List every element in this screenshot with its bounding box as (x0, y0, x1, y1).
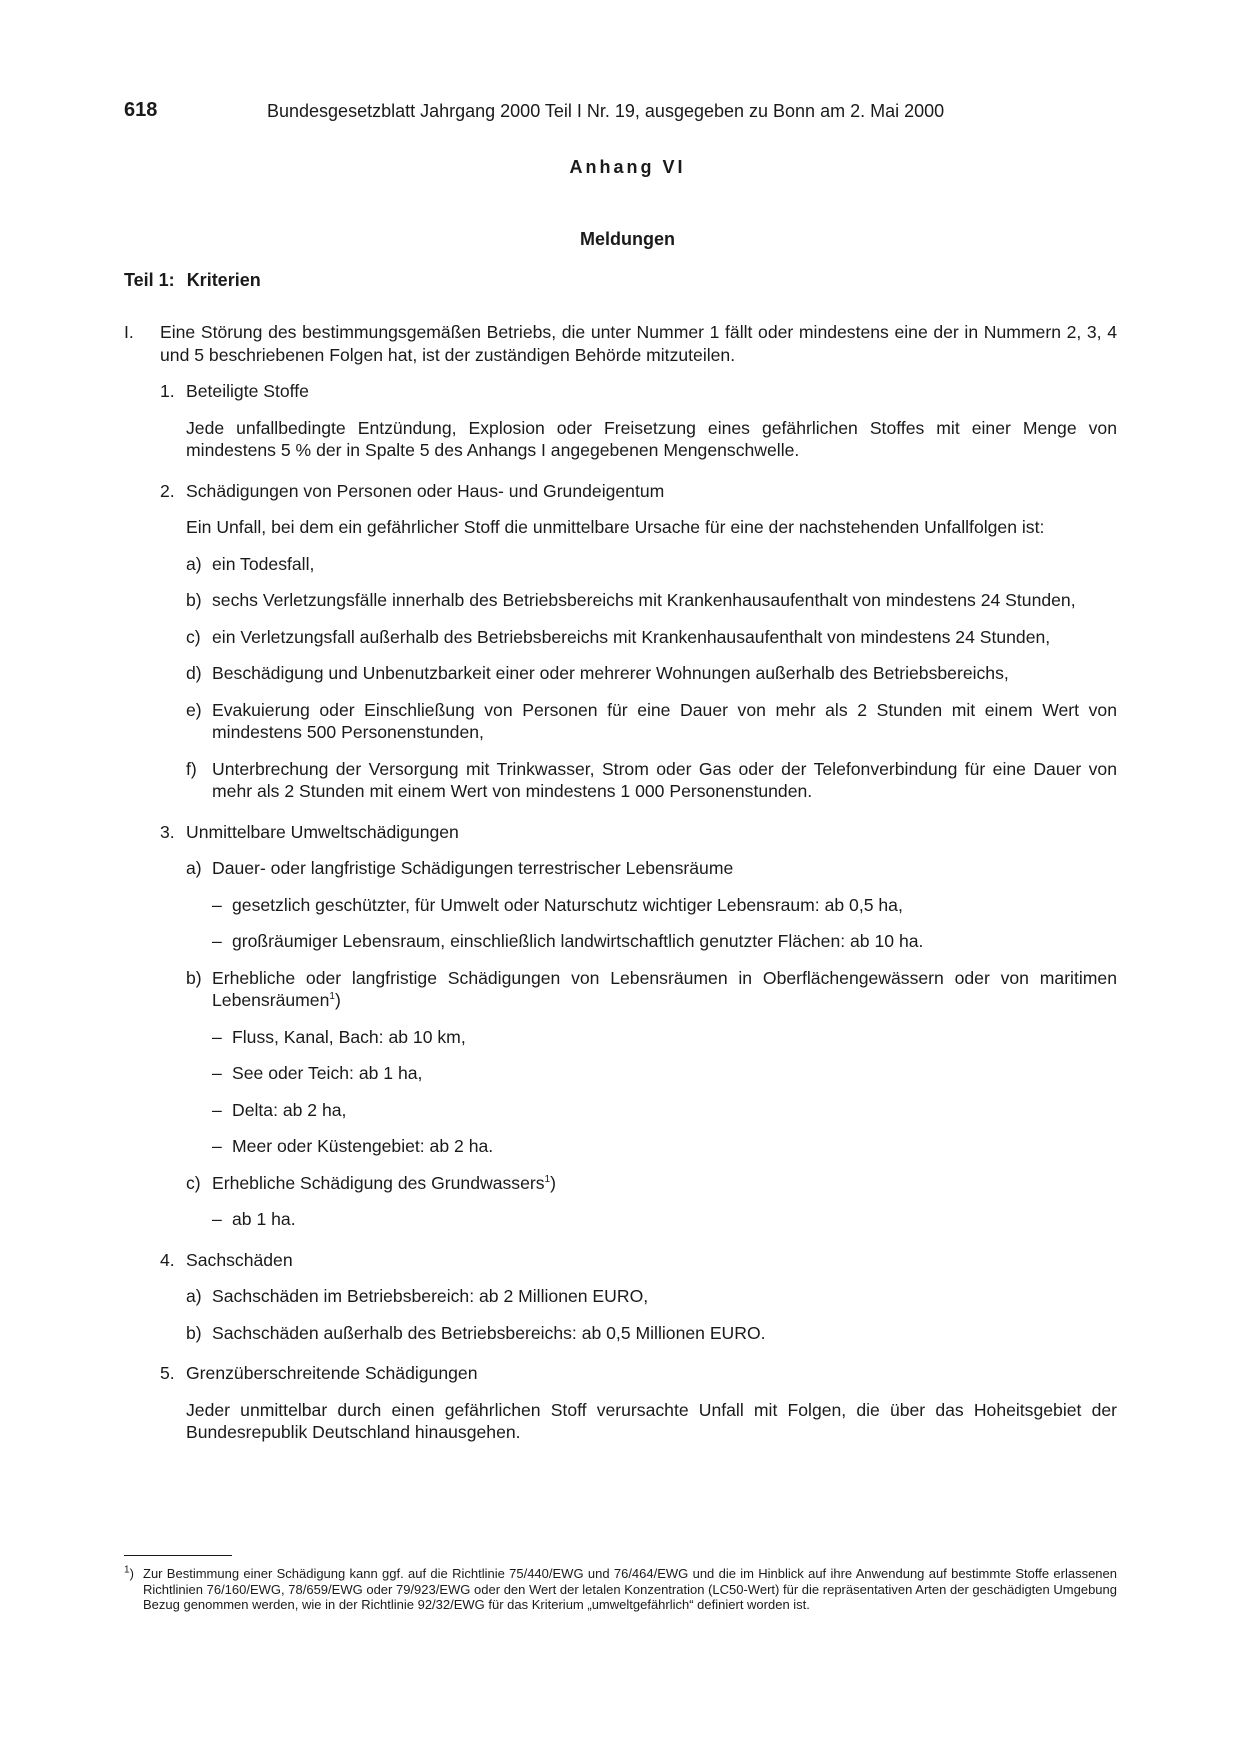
footnote-mark-close: ) (129, 1566, 134, 1581)
letter-text: Sachschäden im Betriebsbereich: ab 2 Millionen EURO, (212, 1286, 649, 1306)
dash-marker: – (212, 1099, 222, 1120)
letter-label: c) (186, 1172, 201, 1193)
item-title: Sachschäden (186, 1249, 293, 1270)
running-head: Bundesgesetzblatt Jahrgang 2000 Teil I Nr. 19, ausgegeben zu Bonn am 2. Mai 2000 (267, 101, 945, 121)
letter-text: Erhebliche Schädigung des Grundwassers (212, 1172, 545, 1193)
item-3-a-dash-1 (124, 894, 1117, 917)
item-3-b-dash-3 (124, 1099, 1117, 1122)
item-3-c (124, 1172, 1117, 1195)
letter-text: ein Todesfall, (212, 553, 315, 574)
letter-text: sechs Verletzungsfälle innerhalb des Betriebsbereichs mit Krankenhausaufenthalt von mindestens 24 Stunden, (212, 590, 1076, 610)
item-4-a (124, 1285, 1117, 1308)
numbered-item-3 (124, 821, 1117, 844)
letter-label: f) (186, 758, 197, 779)
item-2-f (124, 758, 1117, 803)
numbered-item-1 (124, 380, 1117, 403)
numbered-item-4 (124, 1249, 1117, 1272)
item-2-d (124, 662, 1117, 685)
numbered-item-5 (124, 1362, 1117, 1385)
letter-label: c) (186, 626, 201, 647)
letter-text: Dauer- oder langfristige Schädigungen terrestrischer Lebensräume (212, 858, 734, 878)
item-3-a (124, 857, 1117, 880)
section-title: Meldungen (580, 229, 675, 249)
roman-label: I. (124, 322, 134, 342)
numbered-item-2 (124, 480, 1117, 503)
item-title: Unmittelbare Umweltschädigungen (186, 821, 459, 842)
letter-text: Unterbrechung der Versorgung mit Trinkwasser, Strom oder Gas oder der Telefonverbindung für eine Dauer von mehr als 2 Stunden mit einem Wert von mindestens 1 000 Personenstunden. (212, 758, 1117, 801)
part-heading-title: Kriterien (186, 270, 261, 290)
page-number: 618 (124, 99, 158, 121)
letter-label: a) (186, 553, 202, 574)
item-title: Grenzüberschreitende Schädigungen (186, 1363, 478, 1383)
item-number: 3. (160, 821, 175, 842)
item-2-a (124, 553, 1117, 576)
item-2-e (124, 699, 1117, 744)
footnote-reference: 1 (544, 1173, 551, 1185)
letter-label: b) (186, 967, 202, 988)
item-title: Beteiligte Stoffe (186, 381, 309, 401)
item-4-b (124, 1322, 1117, 1345)
dash-marker: – (212, 1136, 222, 1156)
part-heading-label: Teil 1: (124, 270, 175, 290)
footnote-text: Zur Bestimmung einer Schädigung kann ggf. auf die Richtlinie 75/440/EWG und 76/464/EWG und die im Hinblick auf ihre Anwendung auf bestimmte Stoffe erlassenen Richtlinien 76/160/EWG, 78/659/EWG oder 79/923/EWG oder den Wert der letalen Konzentration (LC50-Wert) für die repräsentativen Arten der geschädigten Umgebung Bezug genommen werden, wie in der Richtlinie 92/32/EWG für das Kriterium „umweltgefährlich“ definiert worden ist. (143, 1566, 1117, 1612)
document-body (124, 321, 1117, 1444)
dash-marker: – (212, 1026, 222, 1047)
item-2-intro: Ein Unfall, bei dem ein gefährlicher Stoff die unmittelbare Ursache für eine der nachstehenden Unfallfolgen ist: (186, 517, 1045, 537)
letter-label: a) (186, 1286, 202, 1306)
letter-text: Sachschäden außerhalb des Betriebsbereichs: ab 0,5 Millionen EURO. (212, 1322, 766, 1343)
item-title: Schädigungen von Personen oder Haus- und Grundeigentum (186, 480, 665, 501)
letter-label: a) (186, 858, 202, 878)
dash-marker: – (212, 1063, 222, 1083)
part-heading (124, 270, 261, 291)
letter-label: e) (186, 699, 202, 720)
roman-paragraph (124, 321, 1117, 366)
footnote-reference-close: ) (550, 1172, 556, 1193)
dash-marker: – (212, 894, 222, 915)
item-3-c-dash-1 (124, 1208, 1117, 1231)
letter-text: ein Verletzungsfall außerhalb des Betriebsbereichs mit Krankenhausaufenthalt von mindestens 24 Stunden, (212, 626, 1051, 647)
footnote-reference-close: ) (334, 990, 341, 1010)
dash-text: gesetzlich geschützter, für Umwelt oder Naturschutz wichtiger Lebensraum: ab 0,5 ha, (232, 894, 903, 915)
item-number: 2. (160, 480, 175, 501)
item-3-a-dash-2 (124, 930, 1117, 953)
item-2-b (124, 589, 1117, 612)
dash-text: See oder Teich: ab 1 ha, (232, 1063, 423, 1083)
dash-text: Delta: ab 2 ha, (232, 1099, 347, 1120)
item-3-b-dash-4 (124, 1135, 1117, 1158)
letter-label: b) (186, 1322, 202, 1343)
dash-text: großräumiger Lebensraum, einschließlich landwirtschaftlich genutzter Flächen: ab 10 ha. (232, 931, 924, 951)
item-3-b-dash-2 (124, 1062, 1117, 1085)
item-2-c (124, 626, 1117, 649)
footnote-mark (124, 1566, 134, 1582)
footnote (124, 1566, 1117, 1613)
footnote-rule (124, 1555, 232, 1556)
item-1-body: Jede unfallbedingte Entzündung, Explosion oder Freisetzung eines gefährlichen Stoffes mit einer Menge von mindestens 5 % der in Spalte 5 des Anhangs I angegebenen Mengenschwelle. (186, 417, 1117, 460)
roman-text: Eine Störung des bestimmungsgemäßen Betriebs, die unter Nummer 1 fällt oder mindestens eine der in Nummern 2, 3, 4 und 5 beschriebenen Folgen hat, ist der zuständigen Behörde mitzuteilen. (160, 322, 1117, 365)
item-3-b-dash-1 (124, 1026, 1117, 1049)
dash-text: Meer oder Küstengebiet: ab 2 ha. (232, 1136, 494, 1156)
annex-title: Anhang VI (569, 157, 686, 177)
dash-marker: – (212, 1209, 222, 1229)
letter-text: Evakuierung oder Einschließung von Personen für eine Dauer von mehr als 2 Stunden mit einem Wert von mindestens 500 Personenstunden, (212, 699, 1117, 742)
letter-text: Erhebliche oder langfristige Schädigungen von Lebensräumen in Oberflächengewässern oder von maritimen Lebensräumen (212, 967, 1117, 1010)
footnote-reference: 1 (329, 991, 335, 1003)
item-number: 5. (160, 1363, 175, 1383)
item-3-b (124, 967, 1117, 1012)
item-5-body: Jeder unmittelbar durch einen gefährlichen Stoff verursachte Unfall mit Folgen, die über das Hoheitsgebiet der Bundesrepublik Deutschland hinausgehen. (186, 1399, 1117, 1442)
letter-text: Beschädigung und Unbenutzbarkeit einer oder mehrerer Wohnungen außerhalb des Betriebsbereichs, (212, 663, 1009, 683)
dash-text: ab 1 ha. (232, 1209, 296, 1229)
letter-label: d) (186, 663, 202, 683)
item-number: 4. (160, 1249, 175, 1270)
footnote-mark-number: 1 (124, 1564, 130, 1576)
letter-label: b) (186, 590, 202, 610)
item-number: 1. (160, 381, 175, 401)
dash-marker: – (212, 931, 222, 951)
dash-text: Fluss, Kanal, Bach: ab 10 km, (232, 1026, 466, 1047)
